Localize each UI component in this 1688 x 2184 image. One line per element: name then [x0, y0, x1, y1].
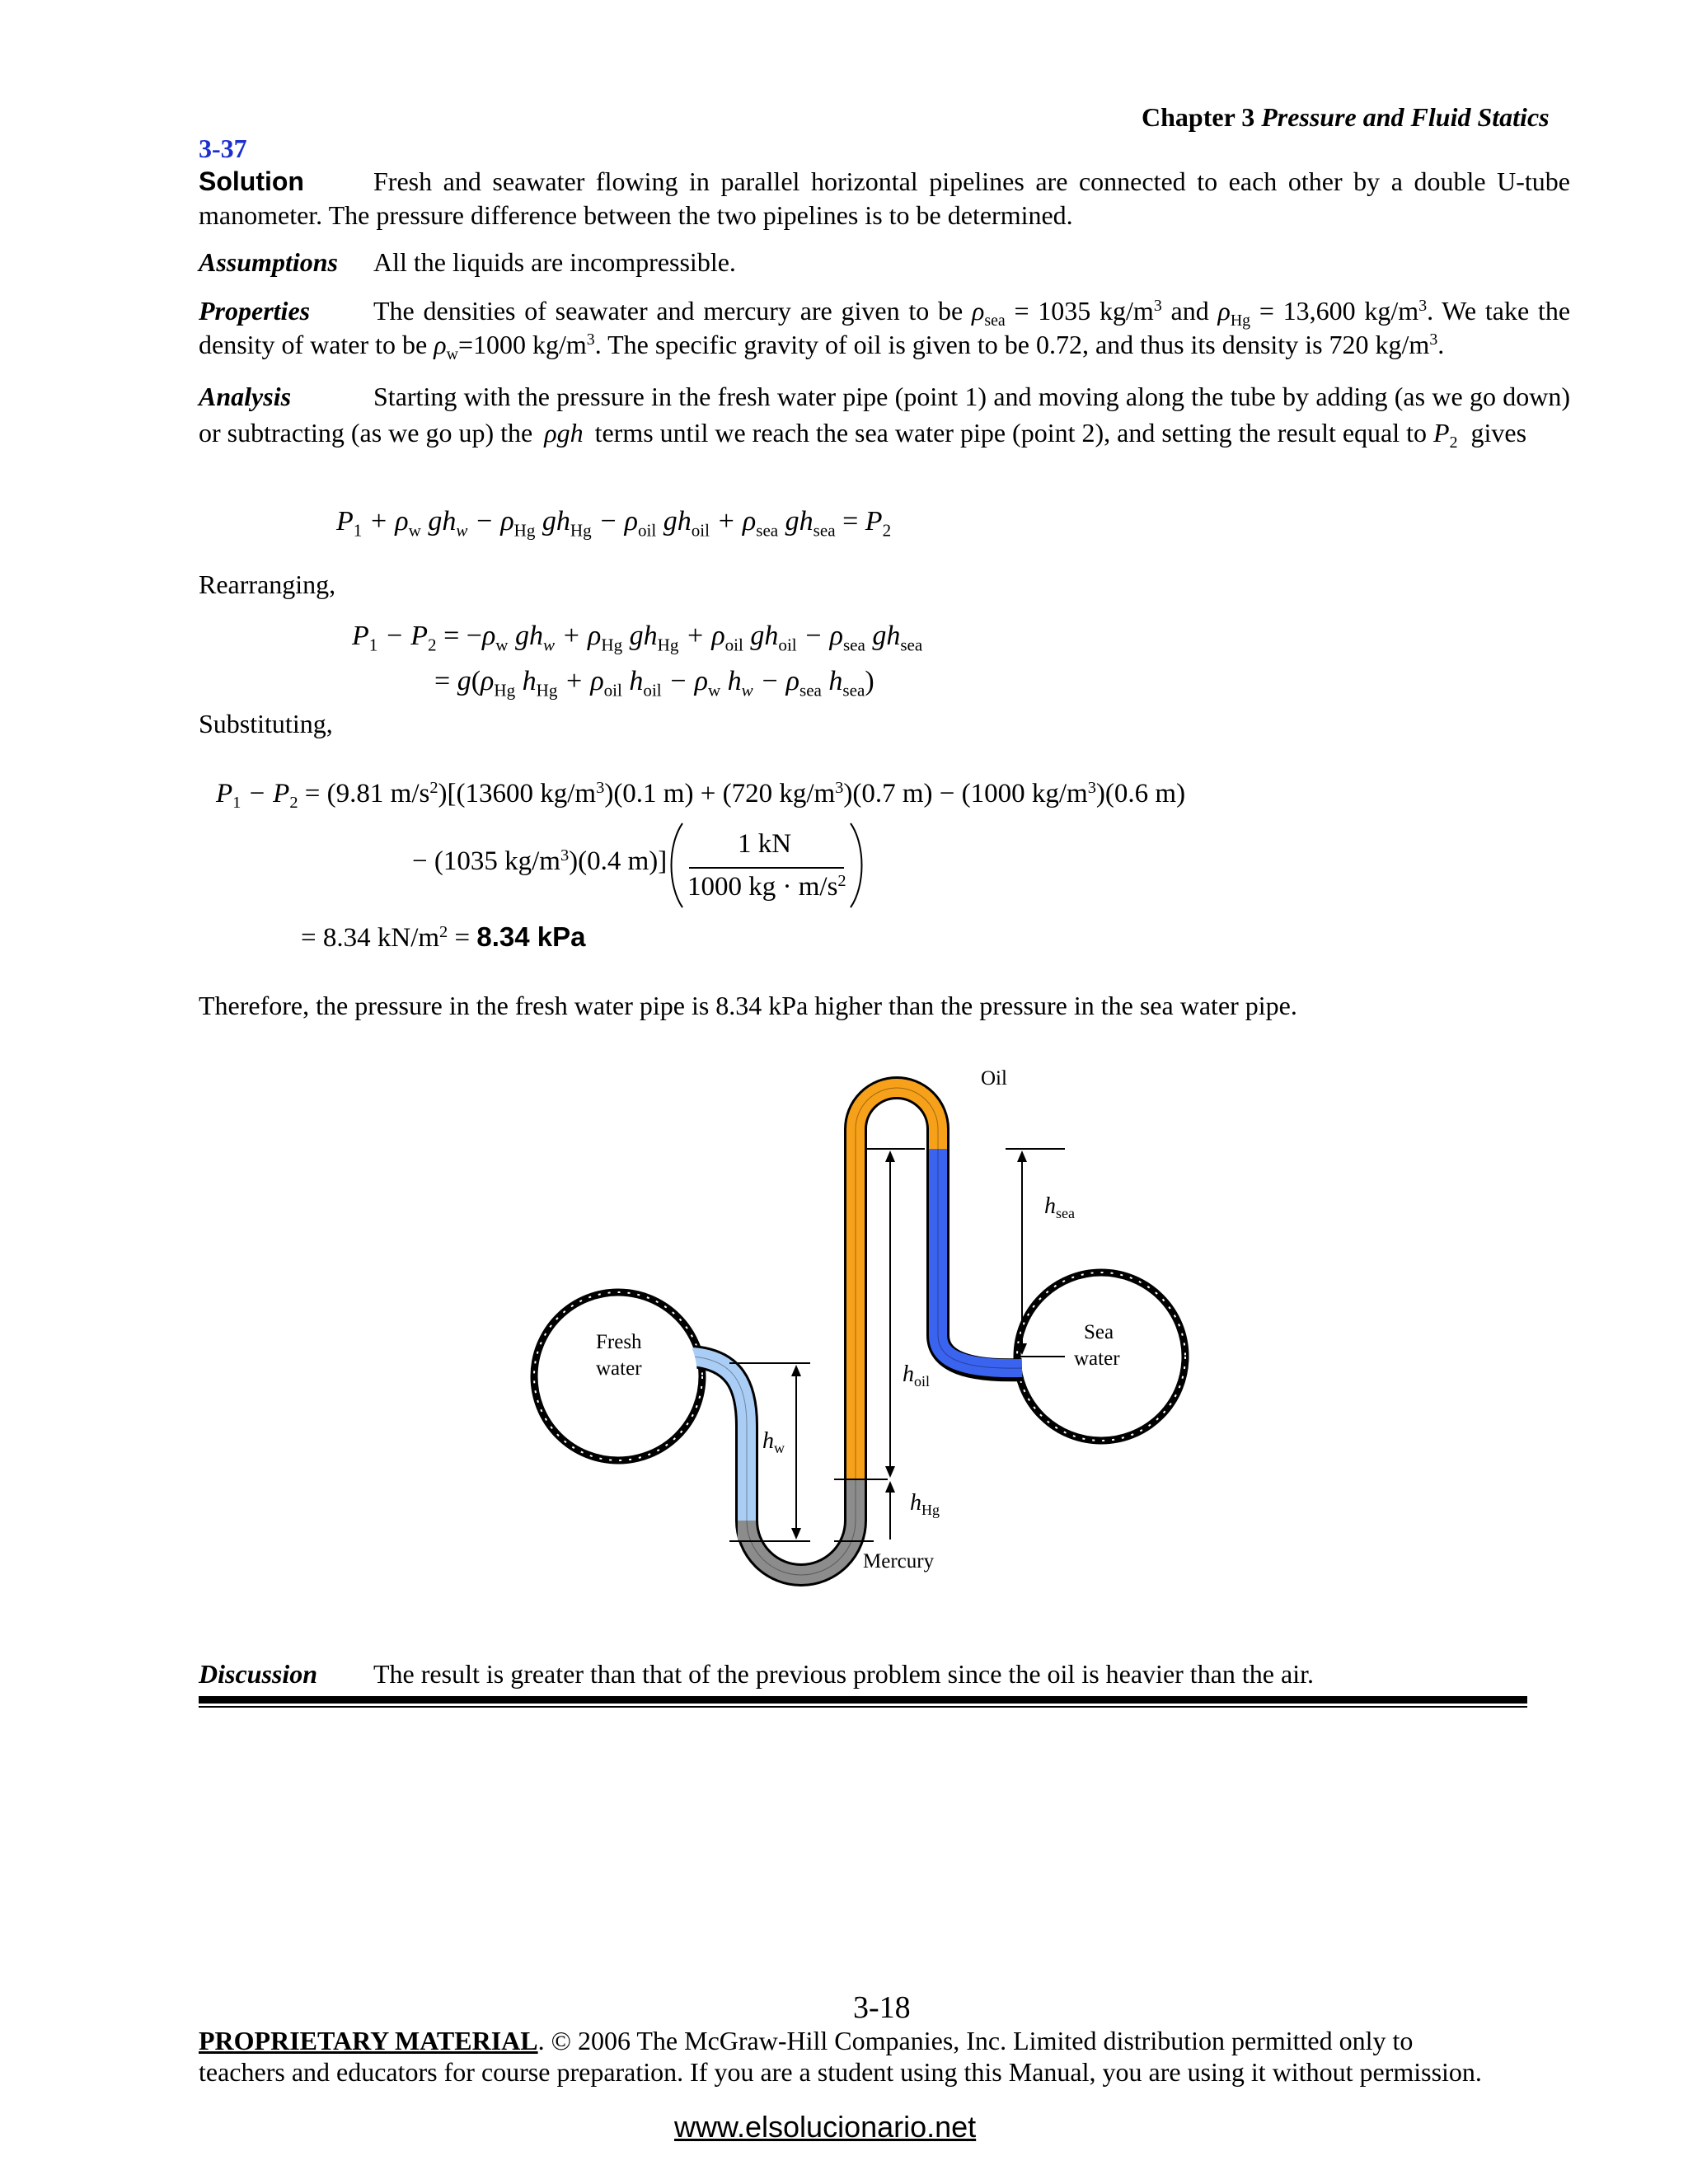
result-prefix: = 8.34 kN/m	[301, 923, 440, 953]
subst-l1-d: )(0.7 m) − (1000 kg/m	[843, 779, 1088, 808]
analysis-text-1: Starting with the pressure in the fresh water pipe (point 1) and moving along the tube by adding (as we go down) or subtracting (as we go up) the	[199, 382, 1570, 448]
section-divider-thin	[199, 1706, 1527, 1708]
solution-paragraph	[199, 165, 1570, 232]
fraction-denominator: 1000 kg · $m/s^2$	[687, 871, 846, 902]
website-link[interactable]: www.elsolucionario.net	[674, 2110, 977, 2144]
properties-text-3: . The specific gravity of oil is given to be 0.72, and thus its density is 720 kg/m	[594, 330, 1430, 359]
label-fresh: Fresh	[596, 1331, 642, 1353]
label-oil: Oil	[981, 1067, 1007, 1090]
subst-l1-b: )[(13600 kg/m	[438, 779, 597, 808]
label-hoil: $h_{oil}$	[903, 1361, 931, 1390]
analysis-paragraph: Analysis Starting with the pressure in the fresh water pipe (point 1) and moving along the tube by adding (as we go down) or subtracting (as we go up) the ρgh terms until we reach the sea water pipe (point 2), and setting the result equal to $P_2$ gives	[199, 378, 1570, 451]
analysis-text-2: terms until we reach the sea water pipe (point 2), and setting the result equal to	[594, 418, 1428, 448]
properties-paragraph: Properties The densities of seawater and mercury are given to be $\rho_{sea} = 1035$ $kg/m^3$ and $\rho_{Hg} = 13,600$ $kg/m^3$. We take the density of water to be $\rho_w=1000$ $kg/m^3$. The specific gravity of oil is given to be 0.72, and thus its density is 720 $kg/m^3$.	[199, 296, 1571, 363]
equation-pressure-balance: $P_1 + \rho_w$ $gh_w - \rho_{Hg}$ $gh_{Hg} - \rho_{oil}$ $gh_{oil} + \rho_{sea}$ $gh_{sea} = P_2$	[336, 506, 892, 541]
result-value: 8.34 kPa	[476, 921, 586, 952]
chapter-header	[1142, 101, 1550, 134]
label-sea-water: water	[1074, 1347, 1120, 1370]
rho-gh-symbol: ρgh	[544, 418, 584, 448]
discussion-text: The result is greater than that of the previous problem since the oil is heavier than the air.	[373, 1659, 1314, 1689]
properties-end: .	[1437, 330, 1445, 359]
label-hsea: $h_{sea}$	[1044, 1193, 1075, 1221]
solution-text: Fresh and seawater flowing in parallel horizontal pipelines are connected to each other by a double U-tube manometer. The pressure difference between the two pipelines is to be determined.	[199, 166, 1570, 230]
equation-rearranged-1: $P_1 - P_2 = -\rho_w$ $gh_w + \rho_{Hg}$ $gh_{Hg} + \rho_{oil}$ $gh_{oil} - \rho_{sea}$ $gh_{sea}$	[352, 621, 923, 655]
chapter-label: Chapter 3	[1142, 102, 1255, 132]
seawater-column	[938, 1149, 1022, 1368]
footer-copyright: . © 2006 The McGraw-Hill Companies, Inc. Limited distribution permitted only to	[537, 2026, 1414, 2055]
subst-l1-a: = (9.81 m/s	[304, 779, 430, 808]
equation-rearranged-2: = $g(\rho_{Hg}$ $h_{Hg} + \rho_{oil}$ $h_{oil} - \rho_w$ $h_w - \rho_{sea}$ $h_{sea}$)	[434, 666, 874, 701]
manometer-figure	[495, 1047, 1203, 1624]
chapter-title: Pressure and Fluid Statics	[1261, 102, 1550, 132]
page-number: 3-18	[853, 1990, 911, 2025]
subst-l2-b: )(0.4 m)]	[569, 846, 668, 876]
subst-l2-a: − (1035 kg/m	[412, 846, 560, 876]
properties-text-1: The densities of seawater and mercury are given to be	[373, 296, 964, 326]
problem-number: 3-37	[199, 134, 247, 163]
assumptions-paragraph	[199, 246, 1570, 279]
assumptions-label: Assumptions	[199, 247, 338, 277]
analysis-text-3: gives	[1470, 418, 1527, 448]
section-divider	[199, 1696, 1527, 1704]
discussion-paragraph	[199, 1657, 1570, 1691]
solution-label: Solution	[199, 166, 304, 196]
label-hhg: $h_{Hg}$	[910, 1490, 940, 1518]
properties-label: Properties	[199, 296, 311, 326]
rho-w-value: =1000 kg/m	[457, 330, 587, 359]
label-sea: Sea	[1084, 1321, 1114, 1343]
mercury-column	[747, 1479, 856, 1575]
footer-line-2: teachers and educators for course preparation. If you are a student using this Manual, you are using it without permission.	[199, 2057, 1482, 2087]
label-mercury: Mercury	[863, 1550, 935, 1572]
rho-hg-value: = 13,600 kg/m	[1259, 296, 1419, 326]
substitution-line-2: − (1035 $kg/m^3)(0.4$ m)]	[412, 846, 668, 876]
rho-sea-value: = 1035 kg/m	[1014, 296, 1154, 326]
analysis-label: Analysis	[199, 382, 292, 411]
subst-l1-c: )(0.1 m) + (720 kg/m	[604, 779, 836, 808]
p2-symbol: P	[1433, 418, 1450, 448]
result-line: = 8.34 $kN/m^2 = 8.34$ kPa	[301, 921, 586, 953]
proprietary-label: PROPRIETARY MATERIAL	[199, 2026, 538, 2055]
label-hw: $h_w$	[762, 1428, 785, 1456]
footer-line-1	[199, 2024, 1413, 2057]
properties-and: and	[1170, 296, 1209, 326]
label-fresh-water: water	[596, 1357, 642, 1380]
conclusion-text: Therefore, the pressure in the fresh water pipe is 8.34 kPa higher than the pressure in the sea water pipe.	[199, 991, 1297, 1020]
substitution-line-1: $P_1 - P_2 = (9.81$ $m/s^2)[(13600$ $kg/m^3)(0.1$ m) + (720 $kg/m^3)(0.7$ m) − (1000 $kg/m^3)(0.6$ m)	[216, 778, 1186, 813]
substituting-label: Substituting,	[199, 709, 333, 738]
assumptions-text: All the liquids are incompressible.	[373, 247, 736, 277]
properties-text-2: . We take the density of water to be	[199, 296, 1571, 359]
oil-column	[856, 1088, 938, 1479]
result-equals: =	[454, 923, 471, 953]
discussion-label: Discussion	[199, 1659, 318, 1689]
rearranging-label: Rearranging,	[199, 569, 336, 599]
fraction-numerator: 1 kN	[738, 829, 792, 859]
fraction-denominator-text: 1000 kg · m/s	[687, 872, 838, 902]
subst-l1-e: )(0.6 m)	[1095, 779, 1186, 808]
